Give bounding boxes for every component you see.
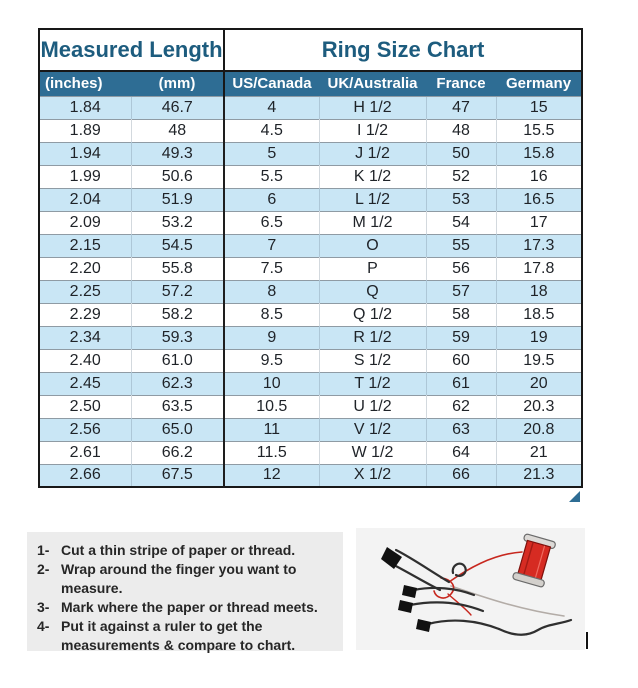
table-cell: 9.5 bbox=[224, 349, 319, 372]
table-cell: 2.20 bbox=[39, 257, 131, 280]
table-row bbox=[39, 165, 582, 188]
table-cell: 59.3 bbox=[131, 326, 224, 349]
table-cell: T 1/2 bbox=[319, 372, 426, 395]
table-cell: 63 bbox=[426, 418, 496, 441]
table-cell: Q bbox=[319, 280, 426, 303]
table-row bbox=[39, 280, 582, 303]
table-cell: 55.8 bbox=[131, 257, 224, 280]
table-cell: 8 bbox=[224, 280, 319, 303]
table-cell: 61.0 bbox=[131, 349, 224, 372]
red-thread bbox=[434, 552, 522, 615]
instruction-text: Wrap around the finger you want to measure. bbox=[61, 561, 297, 596]
table-cell: 64 bbox=[426, 441, 496, 464]
table-cell: 57.2 bbox=[131, 280, 224, 303]
table-cell: 2.45 bbox=[39, 372, 131, 395]
table-cell: M 1/2 bbox=[319, 211, 426, 234]
table-cell: 2.09 bbox=[39, 211, 131, 234]
table-cell: 7.5 bbox=[224, 257, 319, 280]
table-cell: 58.2 bbox=[131, 303, 224, 326]
table-cell: 2.56 bbox=[39, 418, 131, 441]
table-cell: 17.3 bbox=[496, 234, 582, 257]
table-cell: 16 bbox=[496, 165, 582, 188]
table-cell: 47 bbox=[426, 96, 496, 119]
table-row bbox=[39, 464, 582, 487]
table-cell: 2.61 bbox=[39, 441, 131, 464]
table-row bbox=[39, 234, 582, 257]
column-header-uk-australia: UK/Australia bbox=[319, 71, 426, 96]
table-cell: S 1/2 bbox=[319, 349, 426, 372]
table-cell: P bbox=[319, 257, 426, 280]
table-cell: 49.3 bbox=[131, 142, 224, 165]
column-header-mm: (mm) bbox=[131, 71, 224, 96]
instruction-item bbox=[37, 598, 339, 617]
table-cell: 7 bbox=[224, 234, 319, 257]
table-cell: 21 bbox=[496, 441, 582, 464]
table-cell: 62 bbox=[426, 395, 496, 418]
table-cell: 12 bbox=[224, 464, 319, 487]
table-cell: 54.5 bbox=[131, 234, 224, 257]
ring-size-table bbox=[38, 28, 583, 488]
table-cell: 17 bbox=[496, 211, 582, 234]
column-header-france: France bbox=[426, 71, 496, 96]
table-cell: 66.2 bbox=[131, 441, 224, 464]
table-cell: 55 bbox=[426, 234, 496, 257]
table-cell: 59 bbox=[426, 326, 496, 349]
table-row bbox=[39, 188, 582, 211]
table-row bbox=[39, 372, 582, 395]
table-cell: 19.5 bbox=[496, 349, 582, 372]
table-cell: 15 bbox=[496, 96, 582, 119]
table-cell: 50.6 bbox=[131, 165, 224, 188]
instruction-text: Mark where the paper or thread meets. bbox=[61, 599, 318, 615]
table-cell: 9 bbox=[224, 326, 319, 349]
table-cell: 2.40 bbox=[39, 349, 131, 372]
table-cell: 67.5 bbox=[131, 464, 224, 487]
table-cell: 19 bbox=[496, 326, 582, 349]
text-cursor-artifact bbox=[586, 632, 588, 649]
table-cell: 54 bbox=[426, 211, 496, 234]
column-header-inches: (inches) bbox=[39, 71, 131, 96]
table-cell: K 1/2 bbox=[319, 165, 426, 188]
table-cell: 60 bbox=[426, 349, 496, 372]
table-cell: 2.15 bbox=[39, 234, 131, 257]
table-cell: 16.5 bbox=[496, 188, 582, 211]
table-cell: O bbox=[319, 234, 426, 257]
table-row bbox=[39, 257, 582, 280]
table-row bbox=[39, 349, 582, 372]
hand-with-thread-illustration bbox=[356, 528, 585, 650]
table-cell: 1.84 bbox=[39, 96, 131, 119]
table-cell: 48 bbox=[426, 119, 496, 142]
table-row bbox=[39, 96, 582, 119]
table-cell: 6 bbox=[224, 188, 319, 211]
ring-size-chart-header: Ring Size Chart bbox=[224, 29, 582, 71]
table-row bbox=[39, 119, 582, 142]
measured-length-header: Measured Length bbox=[39, 29, 224, 71]
table-cell: 2.66 bbox=[39, 464, 131, 487]
table-cell: 18.5 bbox=[496, 303, 582, 326]
column-header-us-canada: US/Canada bbox=[224, 71, 319, 96]
instruction-number: 4- bbox=[37, 618, 50, 634]
table-cell: 15.5 bbox=[496, 119, 582, 142]
table-cell: 1.99 bbox=[39, 165, 131, 188]
table-row bbox=[39, 303, 582, 326]
table-cell: 50 bbox=[426, 142, 496, 165]
instruction-number: 2- bbox=[37, 561, 50, 577]
table-cell: 18 bbox=[496, 280, 582, 303]
table-cell: 51.9 bbox=[131, 188, 224, 211]
table-cell: 62.3 bbox=[131, 372, 224, 395]
table-body bbox=[39, 96, 582, 487]
table-cell: 57 bbox=[426, 280, 496, 303]
table-cell: 2.50 bbox=[39, 395, 131, 418]
table-cell: 63.5 bbox=[131, 395, 224, 418]
instruction-item bbox=[37, 617, 339, 655]
table-cell: 5 bbox=[224, 142, 319, 165]
table-row bbox=[39, 326, 582, 349]
table-column-header-row bbox=[39, 71, 582, 96]
instruction-text: Cut a thin stripe of paper or thread. bbox=[61, 542, 296, 558]
table-cell: 56 bbox=[426, 257, 496, 280]
table-cell: 65.0 bbox=[131, 418, 224, 441]
table-row bbox=[39, 418, 582, 441]
table-cell: 48 bbox=[131, 119, 224, 142]
table-cell: 1.89 bbox=[39, 119, 131, 142]
table-cell: 10 bbox=[224, 372, 319, 395]
instruction-item bbox=[37, 541, 339, 560]
instructions-list bbox=[37, 541, 339, 655]
table-corner-handle-icon bbox=[569, 491, 580, 502]
instruction-item bbox=[37, 560, 339, 598]
table-cell: 20.3 bbox=[496, 395, 582, 418]
table-cell: 5.5 bbox=[224, 165, 319, 188]
thread-spool-icon bbox=[512, 534, 556, 588]
table-cell: 4.5 bbox=[224, 119, 319, 142]
table-cell: 20 bbox=[496, 372, 582, 395]
table-group-header-row bbox=[39, 29, 582, 71]
table-cell: 6.5 bbox=[224, 211, 319, 234]
table-cell: 4 bbox=[224, 96, 319, 119]
instruction-text: Put it against a ruler to get the measurements & compare to chart. bbox=[61, 618, 296, 653]
table-row bbox=[39, 441, 582, 464]
table-cell: 21.3 bbox=[496, 464, 582, 487]
instruction-number: 1- bbox=[37, 542, 50, 558]
illustration-panel bbox=[356, 528, 585, 650]
table-row bbox=[39, 142, 582, 165]
table-cell: 1.94 bbox=[39, 142, 131, 165]
table-row bbox=[39, 211, 582, 234]
table-cell: 46.7 bbox=[131, 96, 224, 119]
table-cell: L 1/2 bbox=[319, 188, 426, 211]
column-header-germany: Germany bbox=[496, 71, 582, 96]
table-cell: X 1/2 bbox=[319, 464, 426, 487]
instruction-number: 3- bbox=[37, 599, 50, 615]
table-cell: 15.8 bbox=[496, 142, 582, 165]
table-cell: Q 1/2 bbox=[319, 303, 426, 326]
table-cell: 61 bbox=[426, 372, 496, 395]
table-cell: I 1/2 bbox=[319, 119, 426, 142]
table-cell: 11.5 bbox=[224, 441, 319, 464]
table-cell: 53.2 bbox=[131, 211, 224, 234]
table-cell: 10.5 bbox=[224, 395, 319, 418]
table-cell: U 1/2 bbox=[319, 395, 426, 418]
table-cell: 2.25 bbox=[39, 280, 131, 303]
table-cell: W 1/2 bbox=[319, 441, 426, 464]
table-cell: V 1/2 bbox=[319, 418, 426, 441]
table-row bbox=[39, 395, 582, 418]
table-cell: H 1/2 bbox=[319, 96, 426, 119]
table-cell: 58 bbox=[426, 303, 496, 326]
table-cell: R 1/2 bbox=[319, 326, 426, 349]
table-cell: 8.5 bbox=[224, 303, 319, 326]
table-cell: 53 bbox=[426, 188, 496, 211]
table-cell: 11 bbox=[224, 418, 319, 441]
instructions-panel bbox=[27, 532, 343, 651]
table-cell: 2.29 bbox=[39, 303, 131, 326]
table-cell: 66 bbox=[426, 464, 496, 487]
table-cell: J 1/2 bbox=[319, 142, 426, 165]
table-cell: 20.8 bbox=[496, 418, 582, 441]
table-cell: 52 bbox=[426, 165, 496, 188]
table-cell: 2.04 bbox=[39, 188, 131, 211]
table-cell: 17.8 bbox=[496, 257, 582, 280]
table-cell: 2.34 bbox=[39, 326, 131, 349]
